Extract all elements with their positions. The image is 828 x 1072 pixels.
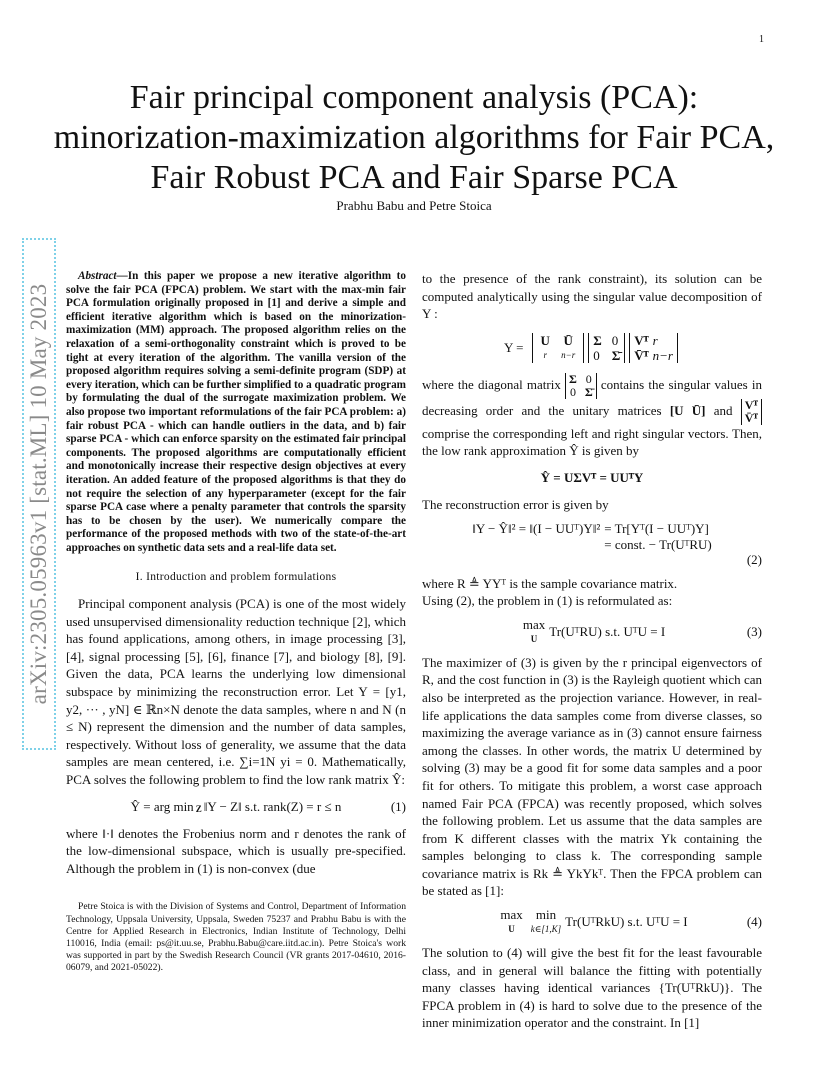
svd-equation bbox=[422, 333, 762, 363]
authors: Prabhu Babu and Petre Stoica bbox=[336, 198, 492, 213]
inline-sigma: Σ bbox=[569, 371, 577, 386]
equation-4 bbox=[422, 907, 762, 937]
svd-v-matrix bbox=[629, 333, 678, 363]
eq4-body: Tr(UᵀRkU) s.t. UᵀU = I bbox=[565, 914, 688, 930]
p2-part-b: contains the singular values in decreasing order and the unitary matrices bbox=[422, 376, 762, 418]
svd-r-label: r bbox=[543, 349, 547, 360]
eq2-number: (2) bbox=[746, 551, 762, 567]
svd-r-row: r bbox=[652, 332, 658, 348]
eq2-line2-right: = const. − Tr(UᵀRU) bbox=[604, 536, 712, 552]
eq1-number: (1) bbox=[390, 798, 406, 814]
equation-1 bbox=[66, 796, 406, 818]
author-footnote: Petre Stoica is with the Division of Systems and Control, Department of Information Technology, Uppsala University, Uppsala, Sweden 75237 and Prabhu Babu is with the Centre for Applied Research in Electronics, Indian Institute of Technology, Delhi 110016, India (email: ps@it.uu.se, Prabhu.Babu@care.iitd.ac.in). Petre Stoica's work was supported in part by the Swedish Research Council (VR grants 2017-04610, 2016-06079, and 2021-05022). bbox=[66, 901, 406, 974]
left-column bbox=[66, 270, 406, 975]
right-paragraph-1: to the presence of the rank constraint), its solution can be computed analytically using the singular value decomposition of Y : bbox=[422, 271, 762, 322]
abstract bbox=[66, 270, 406, 555]
right-column bbox=[422, 270, 762, 1032]
equation-yhat bbox=[422, 467, 762, 489]
eq1-rhs: ‖Y − Z‖ s.t. rank(Z) = r ≤ n bbox=[203, 798, 342, 814]
right-paragraph-2 bbox=[422, 373, 762, 460]
eq3-sub: U bbox=[530, 633, 538, 644]
inline-sigmabar: Σ̄ bbox=[584, 384, 593, 399]
svd-lhs: Y = bbox=[504, 339, 524, 355]
inline-sigma-matrix bbox=[565, 373, 597, 399]
right-paragraph-3: The reconstruction error is given by bbox=[422, 496, 609, 512]
svd-zero-1: 0 bbox=[611, 332, 619, 348]
paper-title bbox=[40, 78, 788, 198]
svd-u: U bbox=[540, 332, 550, 348]
svd-nr-row: n−r bbox=[652, 347, 673, 363]
abstract-lead: Abstract bbox=[78, 270, 117, 282]
svd-ubar: Ū bbox=[563, 332, 573, 348]
right-paragraph-5: Using (2), the problem in (1) is reformulated as: bbox=[422, 593, 673, 609]
intro-paragraph-1: Principal component analysis (PCA) is one of the most widely used unsupervised dimensionality reduction technique [2], which has found applications, among others, in image processing [3], [4], signal processing [5], [6], finance [7], and biology [8], [9]. Given the data, PCA learns the underlying low dimensional subspace by minimizing the reconstruction error. Let Y = [y1, y2, ··· , yN] ∈ ℝn×N denote the data samples, where n and N (n ≤ N) represent the dimension and the number of data samples, respectively. Without loss of generality, we assume that the data samples are mean centered, i.e. ∑i=1N yi = 0. Mathematically, PCA solves the following problem to find the low rank matrix Ŷ: bbox=[66, 596, 406, 787]
eq3-body: Tr(UᵀRU) s.t. UᵀU = I bbox=[549, 623, 666, 639]
title-line-2: minorization-maximization algorithms for Fair PCA, bbox=[53, 119, 775, 156]
eq2-line1-right: = Tr[Yᵀ(I − UUᵀ)Y] bbox=[604, 520, 709, 536]
eq4-sub1: U bbox=[508, 924, 515, 935]
right-paragraph-6: The maximizer of (3) is given by the r principal eigenvectors of R, and the cost function in (3) is the Rayleigh quotient which can also be interpreted as the projection variance. However, in real-life applications the data samples come from diverse classes, so maximizing the average variance as in (3) cannot ensure fairness among the classes. In other words, the matrix U determined by solving (3) may be a good fit for some data samples and a poor fit for others. To mitigate this problem, a worst case approach named Fair PCA (FPCA) was recently proposed, which solves the following problem. Let us assume that the data samples are from K different classes with the matrix Yk containing the samples belonging to class k. The corresponding sample covariance matrix is Rk ≜ YkYkᵀ. Then the FPCA problem can be stated as [1]: bbox=[422, 654, 762, 899]
eq-yhat: Ŷ = UΣVᵀ = UUᵀY bbox=[540, 470, 644, 486]
p2-part-c: [U Ū] bbox=[669, 402, 706, 418]
p2-part-d: and bbox=[713, 402, 733, 418]
eq3-op: max bbox=[522, 616, 546, 632]
eq2-line1-left: ‖Y − Ŷ‖² = ‖(I − UUᵀ)Y‖² bbox=[472, 520, 601, 536]
eq4-number: (4) bbox=[746, 914, 762, 930]
intro-paragraph-2: where ‖·‖ denotes the Frobenius norm and r denotes the rank of the low-dimensional subspace, which is usually pre-specified. Although the problem in (1) is non-convex (due bbox=[66, 825, 406, 876]
eq4-sub2: k∈[1,K] bbox=[530, 924, 562, 935]
eq4-op2: min bbox=[535, 907, 557, 923]
page-number: 1 bbox=[759, 34, 764, 45]
eq1-sub: Z bbox=[195, 804, 202, 815]
inline-vt: Vᵀ bbox=[744, 397, 758, 412]
svd-vbart: V̄ᵀ bbox=[634, 347, 649, 363]
equation-2 bbox=[422, 520, 762, 567]
svd-sigma-matrix bbox=[588, 333, 625, 363]
right-paragraph-4: where R ≜ YYᵀ is the sample covariance matrix. bbox=[422, 575, 678, 591]
svd-u-matrix bbox=[532, 333, 585, 363]
inline-zero-2: 0 bbox=[569, 384, 576, 399]
svd-zero-2: 0 bbox=[593, 347, 600, 363]
p2-part-e: comprise the corresponding left and right singular vectors. Then, the low rank approximation Ŷ is given by bbox=[422, 425, 762, 459]
arxiv-stamp bbox=[22, 238, 56, 750]
p2-part-a: where the diagonal matrix bbox=[422, 376, 561, 392]
inline-vbart: V̄ᵀ bbox=[744, 410, 758, 425]
section-heading: I. Introduction and problem formulations bbox=[135, 571, 337, 584]
title-line-3: Fair Robust PCA and Fair Sparse PCA bbox=[150, 159, 678, 196]
inline-zero-1: 0 bbox=[585, 371, 592, 386]
svd-vt: Vᵀ bbox=[634, 332, 649, 348]
eq3-number: (3) bbox=[746, 623, 762, 639]
eq1-lhs: Ŷ = arg min bbox=[130, 798, 194, 814]
arxiv-stamp-text: arXiv:2305.05963v1 [stat.ML] 10 May 2023 bbox=[26, 283, 51, 705]
right-paragraph-7: The solution to (4) will give the best fit for the least favourable class, and in general will balance the fitting with potentially many classes having identical variances {Tr(UᵀRkU)}. The FPCA problem in (4) is hard to solve due to the presence of the inner minimization operator and the constraint. In [1] bbox=[422, 945, 762, 1031]
abstract-text: —In this paper we propose a new iterative algorithm to solve the fair PCA (FPCA) problem. We start with the max-min fair PCA formulation originally proposed in [1] and derive a simple and efficient iterative algorithm which is based on the minorization-maximization (MM) approach. The proposed algorithm relies on the relaxation of a semi-orthogonality constraint which is proved to be tight at every iteration of the algorithm. The vanilla version of the proposed algorithm requires solving a semi-definite program (SDP) at every iteration, which can be further simplified to a quadratic program by formulating the dual of the surrogate maximization problem. We also propose two important reformulations of the fair PCA problem: a) fair robust PCA - which can handle outliers in the data, and b) fair sparse PCA - which can enforce sparsity on the estimated fair principal components. The proposed algorithms are computationally efficient and monotonically increase their respective design objectives at every iteration. An added feature of the proposed algorithms is that they do not require the selection of any hyperparameter (except for the fair sparse PCA case where a penalty parameter that controls the sparsity has to be chosen by the user). We numerically compare the performance of the proposed methods with two of the state-of-the-art approaches on synthetic data sets and a real-life data set. bbox=[66, 270, 406, 554]
title-line-1: Fair principal component analysis (PCA): bbox=[129, 79, 699, 116]
equation-3 bbox=[422, 617, 762, 647]
svd-sigma: Σ bbox=[593, 332, 602, 348]
svd-nr-label: n−r bbox=[561, 349, 576, 360]
eq4-op1: max bbox=[500, 907, 523, 923]
inline-v-matrix bbox=[741, 399, 762, 425]
svd-sigmabar: Σ̄ bbox=[611, 347, 621, 363]
